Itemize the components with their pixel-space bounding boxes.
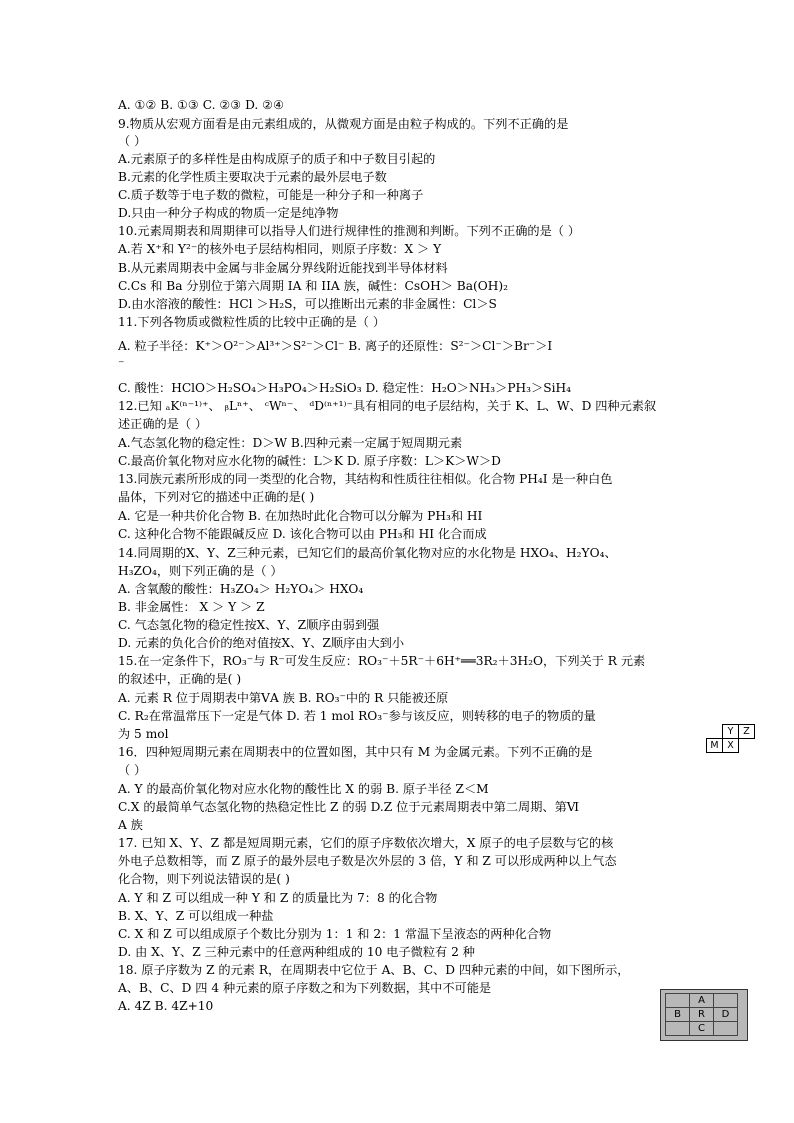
grid-cell-empty <box>714 1022 738 1036</box>
text-line: B.元素的化学性质主要取决于元素的最外层电子数 <box>118 170 387 184</box>
text-line: D.只由一种分子构成的物质一定是纯净物 <box>118 206 339 220</box>
text-line: B. X、Y、Z 可以组成一种盐 <box>118 909 274 923</box>
grid-cell-empty <box>714 994 738 1008</box>
text-line: 15.在一定条件下，RO₃⁻与 R⁻可发生反应：RO₃⁻＋5R⁻＋6H⁺══3R₂＋3H₂O，下列关于 R 元素 <box>118 654 646 668</box>
text-line: C. 气态氢化物的稳定性按X、Y、Z顺序由弱到强 <box>118 618 380 632</box>
text-line: A. Y 的最高价氧化物对应水化物的酸性比 X 的弱 B. 原子半径 Z＜M <box>118 782 489 796</box>
text-line: 的叙述中，正确的是( ) <box>118 672 242 686</box>
grid-cell-m: M <box>707 739 723 753</box>
text-line: A. ①② B. ①③ C. ②③ D. ②④ <box>118 98 285 112</box>
text-line: C. R₂在常温常压下一定是气体 D. 若 1 mol RO₃⁻参与该反应，则转移的电子的物质的量 <box>118 709 596 723</box>
text-line: A. 粒子半径：K⁺＞O²⁻＞Al³⁺＞S²⁻＞Cl⁻ B. 离子的还原性：S²⁻＞Cl⁻＞Br⁻＞I <box>118 339 553 353</box>
text-line: 17. 已知 X、Y、Z 都是短周期元素，它们的原子序数依次增大，X 原子的电子层数与它的核 <box>118 836 614 850</box>
text-line: A、B、C、D 四 4 种元素的原子序数之和为下列数据，其中不可能是 <box>118 981 492 995</box>
text-line: A.若 X⁺和 Y²⁻的核外电子层结构相同，则原子序数：X ＞ Y <box>118 242 442 256</box>
text-line: A.气态氢化物的稳定性：D＞W B.四种元素一定属于短周期元素 <box>118 436 463 450</box>
text-line: A. 它是一种共价化合物 B. 在加热时此化合物可以分解为 PH₃和 HI <box>118 509 483 523</box>
text-line: 11.下列各物质或微粒性质的比较中正确的是（ ） <box>118 315 386 329</box>
grid-cell-c: C <box>690 1022 714 1036</box>
text-line: A. 含氧酸的酸性：H₃ZO₄＞ H₂YO₄＞ HXO₄ <box>118 582 364 596</box>
grid-cell-x: X <box>723 739 739 753</box>
text-line: D.由水溶液的酸性：HCl ＞H₂S，可以推断出元素的非金属性：Cl＞S <box>118 297 497 311</box>
grid-cell-empty <box>666 994 690 1008</box>
grid-cell-empty <box>707 725 723 739</box>
text-line: H₃ZO₄，则下列正确的是（ ） <box>118 564 283 578</box>
text-line: A. 4Z B. 4Z+10 <box>118 999 214 1013</box>
grid-cell-b: B <box>666 1008 690 1022</box>
text-line: C. X 和 Z 可以组成原子个数比分别为 1：1 和 2：1 常温下呈液态的两种化合物 <box>118 927 552 941</box>
grid-cell-empty <box>739 739 755 753</box>
text-line: 14.同周期的X、Y、Z三种元素，已知它们的最高价氧化物对应的水化物是 HXO₄、H₂YO₄、 <box>118 546 617 560</box>
grid-cell-a: A <box>690 994 714 1008</box>
text-line: A. 元素 R 位于周期表中第ⅤA 族 B. RO₃⁻中的 R 只能被还原 <box>118 691 449 705</box>
text-line: 外电子总数相等，而 Z 原子的最外层电子数是次外层的 3 倍，Y 和 Z 可以形成两种以上气态 <box>118 854 617 868</box>
text-line: 10.元素周期表和周期律可以指导人们进行规律性的推测和判断。下列不正确的是（ ） <box>118 224 581 238</box>
text-line: A 族 <box>118 818 143 832</box>
text-line: 化合物，则下列说法错误的是( ) <box>118 872 290 886</box>
grid-cell-r: R <box>690 1008 714 1022</box>
text-line: B. 非金属性： X ＞ Y ＞ Z <box>118 600 265 614</box>
text-line: D. 元素的负化合价的绝对值按X、Y、Z顺序由大到小 <box>118 636 405 650</box>
grid-cell-d: D <box>714 1008 738 1022</box>
text-line: 为 5 mol <box>118 727 169 741</box>
text-line: C. 酸性：HClO＞H₂SO₄＞H₃PO₄＞H₂SiO₃ D. 稳定性：H₂O＞NH₃＞PH₃＞SiH₄ <box>118 381 572 395</box>
text-line: 12.已知 ₐK⁽ⁿ⁻¹⁾⁺、 ᵦLⁿ⁺、 ᶜWⁿ⁻、 ᵈD⁽ⁿ⁺¹⁾⁻具有相同的电子层结构，关于 K、L、W、D 四种元素叙 <box>118 399 657 413</box>
periodic-table-fragment-q16 <box>706 724 755 753</box>
text-line: C.质子数等于电子数的微粒，可能是一种分子和一种离子 <box>118 188 424 202</box>
text-line: （ ） <box>118 763 147 777</box>
periodic-table-fragment-q18 <box>660 989 748 1041</box>
text-line: 16．四种短周期元素在周期表中的位置如图，其中只有 M 为金属元素。下列不正确的是 <box>118 745 593 759</box>
grid-cell-empty <box>666 1022 690 1036</box>
text-line: C.Cs 和 Ba 分别位于第六周期 IA 和 IIA 族，碱性：CsOH＞ Ba(OH)₂ <box>118 279 509 293</box>
text-line: 9.物质从宏观方面看是由元素组成的，从微观方面是由粒子构成的。下列不正确的是 <box>118 117 569 131</box>
text-line: ⁻ <box>118 357 125 371</box>
text-line: 晶体，下列对它的描述中正确的是( ) <box>118 490 315 504</box>
text-line: A. Y 和 Z 可以组成一种 Y 和 Z 的质量比为 7：8 的化合物 <box>118 891 438 905</box>
grid-cell-y: Y <box>723 725 739 739</box>
text-line: 述正确的是（ ） <box>118 417 208 431</box>
text-line: C.最高价氧化物对应水化物的碱性：L＞K D. 原子序数：L＞K＞W＞D <box>118 454 501 468</box>
text-line: C.X 的最简单气态氢化物的热稳定性比 Z 的弱 D.Z 位于元素周期表中第二周期、第Ⅵ <box>118 800 580 814</box>
text-line: 13.同族元素所形成的同一类型的化合物，其结构和性质往往相似。化合物 PH₄I 是一种白色 <box>118 472 613 486</box>
text-line: （ ） <box>118 134 147 148</box>
text-line: A.元素原子的多样性是由构成原子的质子和中子数目引起的 <box>118 152 436 166</box>
text-line: 18. 原子序数为 Z 的元素 R，在周期表中它位于 A、B、C、D 四种元素的中间，如下图所示， <box>118 963 630 977</box>
text-line: B.从元素周期表中金属与非金属分界线附近能找到半导体材料 <box>118 261 448 275</box>
grid-cell-z: Z <box>739 725 755 739</box>
text-line: C. 这种化合物不能跟碱反应 D. 该化合物可以由 PH₃和 HI 化合而成 <box>118 527 487 541</box>
text-line: D. 由 X、Y、Z 三种元素中的任意两种组成的 10 电子微粒有 2 种 <box>118 945 475 959</box>
